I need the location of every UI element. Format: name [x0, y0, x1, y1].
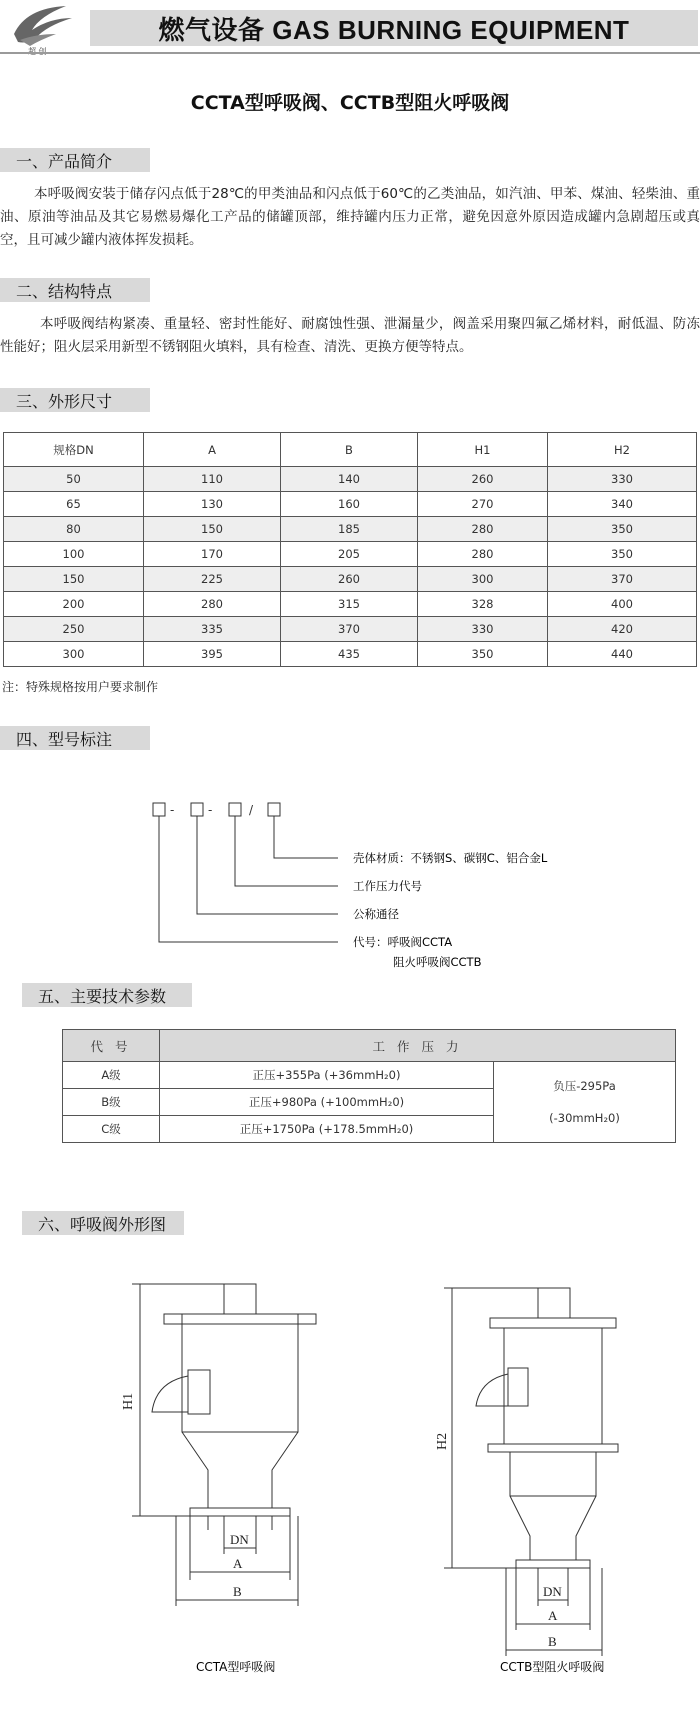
- top-flange: [490, 1318, 616, 1328]
- valve-drawings: [0, 1250, 700, 1720]
- section-heading-structure: 二、结构特点: [0, 278, 150, 302]
- header-cell: A: [144, 433, 281, 467]
- bottom-flange: [190, 1508, 290, 1516]
- section-heading-model: 四、型号标注: [0, 726, 150, 750]
- cell: 205: [281, 542, 418, 567]
- ccta-dn-label: DN: [230, 1532, 249, 1547]
- ccta-h-label: H1: [121, 1392, 136, 1410]
- section-heading-figures: 六、呼吸阀外形图: [22, 1211, 184, 1235]
- cell: 300: [418, 567, 548, 592]
- model-code-diagram: [0, 790, 700, 980]
- leader-line: [197, 816, 338, 914]
- positive-pressure-cell: 正压+355Pa (+36mmH₂0): [160, 1062, 494, 1089]
- page-title: CCTA型呼吸阀、CCTB型阻火呼吸阀: [190, 92, 510, 114]
- intro-text: 本呼吸阀安装于储存闪点低于28℃的甲类油品和闪点低于60℃的乙类油品，如汽油、甲苯、煤油、轻柴油、重油、原油等油品及其它易燃易爆化工产品的储罐顶部，维持罐内压力正常，避免因意外原因造成罐内急剧超压或真空，且可减少罐内液体挥发损耗。: [0, 186, 700, 248]
- cctb-dn-label: DN: [543, 1584, 562, 1599]
- label-diameter: 公称通径: [353, 907, 399, 921]
- header-cell: B: [281, 433, 418, 467]
- negative-pressure-cell: [494, 1062, 676, 1143]
- label-code2: 阻火呼吸阀CCTB: [393, 955, 482, 969]
- cell: 250: [4, 617, 144, 642]
- leader-line: [159, 816, 338, 942]
- grade-cell: A级: [63, 1062, 160, 1089]
- cell: 400: [548, 592, 697, 617]
- cell: 340: [548, 492, 697, 517]
- neg-pressure-unit: (-30mmH₂0): [549, 1111, 620, 1125]
- leader-line: [235, 816, 338, 886]
- cell: 225: [144, 567, 281, 592]
- top-flange: [164, 1314, 316, 1324]
- outlet-pipe: [224, 1284, 256, 1314]
- code-box: [229, 803, 241, 816]
- sep-1: -: [170, 803, 175, 817]
- cell: 150: [144, 517, 281, 542]
- params-table: [62, 1029, 676, 1143]
- table-header-row: [4, 433, 697, 467]
- cell: 335: [144, 617, 281, 642]
- cctb-drawing: [444, 1288, 618, 1656]
- header-cell: H1: [418, 433, 548, 467]
- table-header-row: [63, 1030, 676, 1062]
- cctb-b-label: B: [548, 1634, 557, 1649]
- header-cell: 规格DN: [4, 433, 144, 467]
- cell: 270: [418, 492, 548, 517]
- ccta-a-label: A: [233, 1556, 243, 1571]
- arrester-body: [510, 1452, 596, 1496]
- cctb-caption: CCTB型阻火呼吸阀: [500, 1660, 605, 1674]
- cell: 350: [548, 517, 697, 542]
- dimensions-table: [3, 432, 697, 667]
- section-heading-params: 五、主要技术参数: [22, 983, 192, 1007]
- table-row: [4, 542, 697, 567]
- cell: 370: [548, 567, 697, 592]
- middle-flange: [488, 1444, 618, 1452]
- code-box: [153, 803, 165, 816]
- hood: [476, 1374, 508, 1406]
- cell: 350: [548, 542, 697, 567]
- side-port: [188, 1370, 210, 1414]
- cell: 80: [4, 517, 144, 542]
- valve-body: [182, 1324, 298, 1432]
- cell: 300: [4, 642, 144, 667]
- code-box: [191, 803, 203, 816]
- cell: 130: [144, 492, 281, 517]
- label-code: 代号：呼吸阀CCTA: [353, 935, 453, 949]
- header-title: 燃气设备 GAS BURNING EQUIPMENT: [90, 10, 698, 46]
- cell: 395: [144, 642, 281, 667]
- hood: [152, 1376, 188, 1412]
- cell: 370: [281, 617, 418, 642]
- cctb-h-label: H2: [435, 1432, 450, 1450]
- table-row: [4, 567, 697, 592]
- outlet-pipe: [538, 1288, 570, 1318]
- sep-2: -: [208, 803, 213, 817]
- structure-text: 本呼吸阀结构紧凑、重量轻、密封性能好、耐腐蚀性强、泄漏量少，阀盖采用聚四氟乙烯材料，耐低温、防冻性能好；阻火层采用新型不锈钢阻火填料，具有检查、清洗、更换方便等特点。: [0, 316, 700, 355]
- cell: 200: [4, 592, 144, 617]
- header-cell: H2: [548, 433, 697, 467]
- table-row: [63, 1062, 676, 1089]
- table-row: [4, 517, 697, 542]
- cell: 350: [418, 642, 548, 667]
- cell: 150: [4, 567, 144, 592]
- ccta-b-label: B: [233, 1584, 242, 1599]
- cell: 140: [281, 467, 418, 492]
- positive-pressure-cell: 正压+1750Pa (+178.5mmH₂0): [160, 1116, 494, 1143]
- table-row: [4, 492, 697, 517]
- cell: 330: [548, 467, 697, 492]
- cell: 420: [548, 617, 697, 642]
- company-logo: [6, 4, 78, 56]
- valve-body: [504, 1328, 602, 1444]
- label-pressure: 工作压力代号: [353, 879, 422, 893]
- cell: 440: [548, 642, 697, 667]
- cell: 185: [281, 517, 418, 542]
- cell: 170: [144, 542, 281, 567]
- cell: 110: [144, 467, 281, 492]
- cctb-a-label: A: [548, 1608, 558, 1623]
- header-divider: [0, 52, 700, 54]
- leader-line: [274, 816, 338, 858]
- cell: 260: [281, 567, 418, 592]
- section-heading-dimensions: 三、外形尺寸: [0, 388, 150, 412]
- table-row: [4, 467, 697, 492]
- section-heading-intro: 一、产品简介: [0, 148, 150, 172]
- dimensions-note: 注：特殊规格按用户要求制作: [2, 680, 159, 694]
- side-port: [508, 1368, 528, 1406]
- cell: 260: [418, 467, 548, 492]
- header-cell: 代 号: [63, 1030, 160, 1062]
- code-box: [268, 803, 280, 816]
- neg-pressure-value: 负压-295Pa: [553, 1079, 616, 1093]
- header-cell: 工 作 压 力: [160, 1030, 676, 1062]
- cell: 328: [418, 592, 548, 617]
- cell: 100: [4, 542, 144, 567]
- cell: 280: [418, 517, 548, 542]
- cell: 280: [418, 542, 548, 567]
- ccta-drawing: [132, 1284, 316, 1606]
- cell: 50: [4, 467, 144, 492]
- table-row: [4, 592, 697, 617]
- cell: 435: [281, 642, 418, 667]
- cell: 315: [281, 592, 418, 617]
- label-material: 壳体材质：不锈钢S、碳钢C、铝合金L: [353, 851, 548, 865]
- bottom-flange: [516, 1560, 590, 1568]
- grade-cell: B级: [63, 1089, 160, 1116]
- cell: 330: [418, 617, 548, 642]
- cell: 280: [144, 592, 281, 617]
- ccta-caption: CCTA型呼吸阀: [196, 1660, 276, 1674]
- table-row: [4, 642, 697, 667]
- grade-cell: C级: [63, 1116, 160, 1143]
- table-row: [4, 617, 697, 642]
- positive-pressure-cell: 正压+980Pa (+100mmH₂0): [160, 1089, 494, 1116]
- logo-text: [28, 46, 47, 56]
- cell: 160: [281, 492, 418, 517]
- sep-3: /: [249, 803, 254, 817]
- cell: 65: [4, 492, 144, 517]
